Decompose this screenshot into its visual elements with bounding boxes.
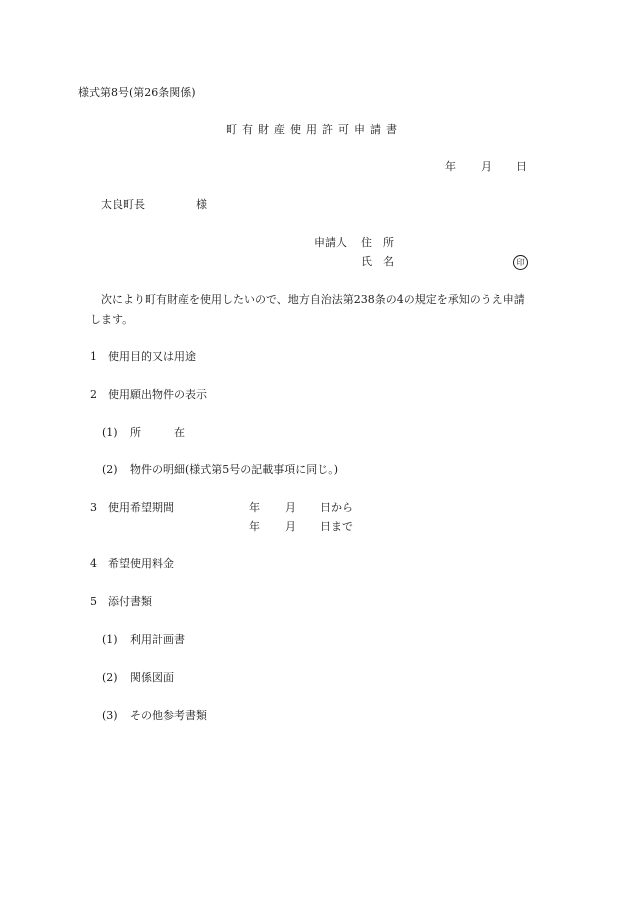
sub-item-number: (1) <box>102 633 118 646</box>
sub-item-number: (1) <box>102 426 118 439</box>
item-label: 添付書類 <box>108 595 152 608</box>
sub-item-label: 利用計画書 <box>130 633 185 646</box>
date-month: 月 <box>481 160 492 173</box>
sub-item-label: 所 在 <box>130 426 185 439</box>
item-number: 4 <box>90 557 97 570</box>
sub-item-number: (2) <box>102 671 118 684</box>
addressee-name: 太良町長 <box>101 198 145 211</box>
item-number: 5 <box>90 595 97 608</box>
form-number: 様式第8号(第26条関係) <box>78 86 196 99</box>
period-from-month: 月 <box>285 501 296 514</box>
item-number: 1 <box>90 350 97 363</box>
intro-line-1: 次により町有財産を使用したいので、地方自治法第238条の4の規定を承知のうえ申請 <box>101 293 525 306</box>
item-label: 使用希望期間 <box>108 501 174 514</box>
sub-item-label: 物件の明細(様式第5号の記載事項に同じ。) <box>130 463 339 476</box>
period-to-month: 月 <box>285 520 296 533</box>
item-label: 使用願出物件の表示 <box>108 388 207 401</box>
period-to-day: 日まで <box>320 520 353 533</box>
item-label: 希望使用料金 <box>108 557 174 570</box>
sub-item-number: (3) <box>102 709 118 722</box>
sub-item-number: (2) <box>102 463 118 476</box>
period-from-day: 日から <box>320 501 353 514</box>
sub-item-label: その他参考書類 <box>130 709 207 722</box>
date-year: 年 <box>445 160 456 173</box>
applicant-label: 申請人 <box>314 236 347 249</box>
sub-item-label: 関係図面 <box>130 671 174 684</box>
addressee-honorific: 様 <box>196 198 207 211</box>
intro-line-2: します。 <box>90 313 134 326</box>
period-from-year: 年 <box>249 501 260 514</box>
period-to-year: 年 <box>249 520 260 533</box>
item-number: 2 <box>90 388 97 401</box>
applicant-address-label: 住 所 <box>361 236 394 249</box>
date-day: 日 <box>516 160 527 173</box>
item-label: 使用目的又は用途 <box>108 350 196 363</box>
applicant-name-label: 氏 名 <box>361 255 394 268</box>
seal-icon: 印 <box>513 255 528 270</box>
form-title: 町有財産使用許可申請書 <box>226 123 402 136</box>
item-number: 3 <box>90 501 97 514</box>
